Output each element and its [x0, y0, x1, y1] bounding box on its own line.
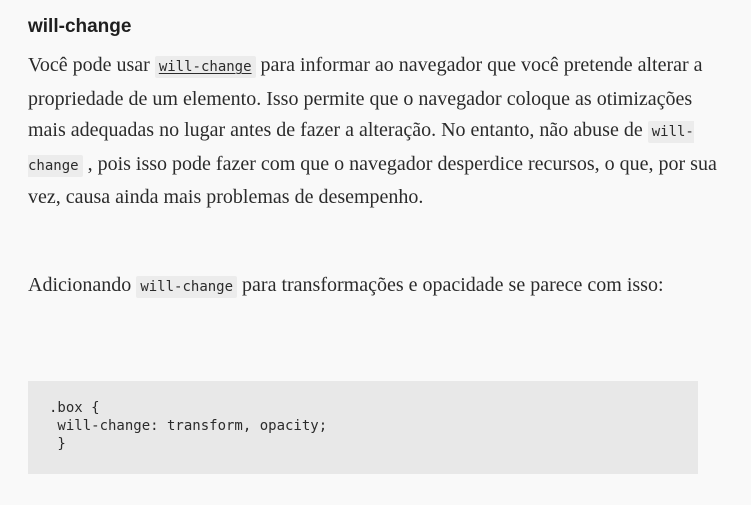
section-heading: will-change	[28, 16, 132, 37]
inline-code: will-change	[136, 276, 237, 298]
inline-code: will-change	[155, 56, 256, 78]
code-line: .box {	[49, 400, 100, 416]
paragraph-example-intro	[28, 270, 718, 304]
code-content	[49, 399, 698, 453]
paragraph-text: para informar ao navegador que você pretende alterar a propriedade de um elemento. Isso permite que o navegador coloque as otimizações mais adequadas no lugar antes de fazer a alteração. No entanto, não abuse de	[28, 54, 703, 141]
will-change-link[interactable]	[155, 54, 256, 76]
inline-code: will-change	[28, 121, 694, 177]
paragraph-text: , pois isso pode fazer com que o navegador desperdice recursos, o que, por sua vez, causa ainda mais problemas de desempenho.	[28, 152, 717, 208]
paragraph-text: para transformações e opacidade se parece com isso:	[237, 274, 664, 296]
code-block	[28, 381, 698, 474]
code-line: will-change: transform, opacity;	[49, 418, 328, 434]
paragraph-text: Adicionando	[28, 274, 137, 296]
paragraph-text: Você pode usar	[28, 54, 155, 76]
code-line: }	[49, 436, 66, 452]
paragraph-intro	[28, 50, 718, 214]
